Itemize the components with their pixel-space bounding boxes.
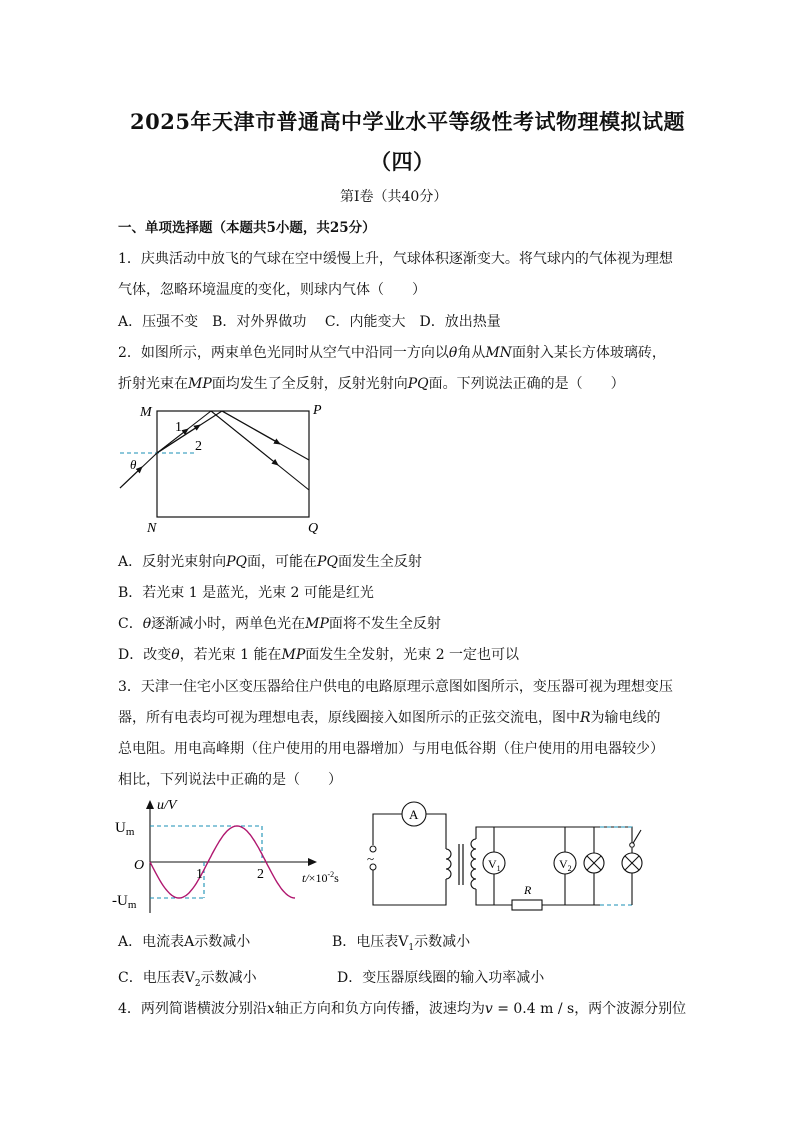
transformer-circuit	[360, 797, 660, 917]
label-N: N	[147, 521, 157, 536]
x-axis-label: $t/\times 10^{-2}s$	[302, 870, 339, 885]
q3-option-b: B．电压表$V_1$示数减小	[332, 934, 471, 953]
origin-label: O	[134, 858, 145, 873]
ac-voltage-graph	[112, 795, 352, 920]
q3-option-a: A．电流表A示数减小	[118, 934, 251, 950]
label-M: M	[140, 405, 152, 420]
primary-wire	[373, 814, 402, 845]
glass-brick-diagram	[110, 400, 340, 540]
y-axis-label: u/V	[157, 798, 177, 813]
q3-line4: 相比，下列说法中正确的是（ ）	[118, 772, 342, 788]
label-ray-1: 1	[175, 420, 182, 435]
label-P: P	[313, 403, 322, 418]
q2-line1: 2．如图所示，两束单色光同时从空气中沿同一方向以θ角从MN面射入某长方体玻璃砖，	[118, 345, 666, 361]
ac-symbol: ~	[367, 851, 375, 866]
exam-subtitle: （四）	[370, 149, 435, 174]
q1-options: A．压强不变 B．对外界做功 C．内能变大 D．放出热量	[118, 314, 501, 330]
q3-line3: 总电阻。用电高峰期（住户使用的用电器增加）与用电低谷期（住户使用的用电器较少）	[118, 741, 664, 757]
q3-line2: 器，所有电表均可视为理想电表，原线圈接入如图所示的正弦交流电，图中R为输电线的	[118, 710, 661, 726]
secondary-coil	[471, 839, 476, 889]
q1-line1: 1．庆典活动中放飞的气球在空中缓慢上升，气球体积逐渐变大。将气球内的气体视为理想	[118, 251, 673, 267]
voltmeter-v1-label: $V_1$	[488, 857, 501, 873]
q4-line1: 4．两列简谐横波分别沿x轴正方向和负方向传播，波速均为v = 0.4 m / s，两个波源分别位	[118, 1001, 687, 1017]
q3-line1: 3．天津一住宅小区变压器给住户供电的电路原理示意图如图所示，变压器可视为理想变压	[118, 679, 673, 695]
q2-line2: 折射光束在MP面均发生了全反射，反射光射向PQ面。下列说法正确的是（ ）	[118, 376, 625, 392]
label-Q: Q	[308, 521, 319, 536]
q1-line2: 气体，忽略环境温度的变化，则球内气体（ ）	[118, 282, 426, 298]
q2-option-d: D．改变θ，若光束 1 能在MP面发生全发射，光束 2 一定也可以	[118, 647, 520, 663]
tick-2: 2	[257, 867, 264, 882]
um-label: $U_m$	[115, 820, 135, 838]
resistor-label: R	[524, 883, 532, 897]
q2-option-b: B．若光束 1 是蓝光，光束 2 可能是红光	[118, 585, 374, 601]
q3-option-c: C．电压表$V_2$示数减小	[118, 970, 257, 989]
tick-1: 1	[196, 867, 203, 882]
label-ray-2: 2	[195, 439, 202, 454]
exam-title: 2025年天津市普通高中学业水平等级性考试物理模拟试题	[130, 109, 685, 134]
section-heading: 一、单项选择题（本题共5小题，共25分）	[118, 220, 376, 236]
voltmeter-v2-label: $V_2$	[559, 857, 572, 873]
resistor-r	[512, 900, 542, 910]
part-heading: 第Ⅰ卷（共40分）	[340, 189, 448, 205]
q2-option-c: C．θ逐渐减小时，两单色光在MP面将不发生全反射	[118, 616, 441, 632]
neg-um-label: $-U_m$	[112, 893, 137, 911]
primary-coil	[446, 849, 451, 879]
ammeter-label: A	[409, 807, 419, 822]
q3-option-d: D．变压器原线圈的输入功率减小	[337, 970, 545, 986]
label-theta: θ	[130, 457, 137, 472]
q2-option-a: A．反射光束射向PQ面，可能在PQ面发生全反射	[118, 554, 422, 570]
